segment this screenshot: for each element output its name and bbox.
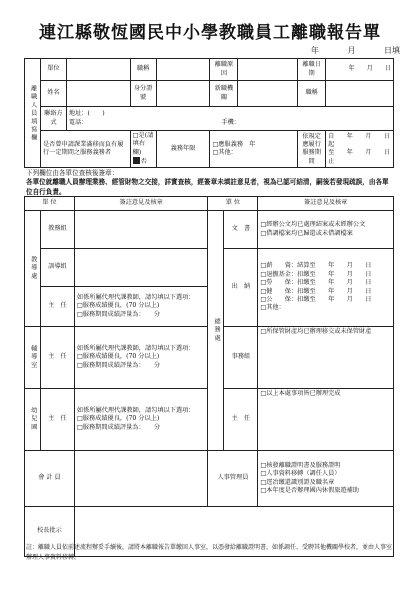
personnel-label: 人事管理員 [208, 451, 258, 507]
reason-field[interactable] [326, 81, 394, 107]
mobile-label: 手機： [221, 118, 240, 126]
note-heading: 下列欄位由各單位查核後簽章： [26, 169, 119, 177]
title-label: 職稱 [130, 59, 156, 81]
counsel-director-options[interactable]: 如係所屬代理代課教師，請勾填以下選項： □服務成績優良，(70 分以上) □服務期間成績評量為： 分 [74, 327, 208, 389]
address-label: 地址：( ) [68, 110, 105, 118]
cashier-options[interactable]: □薪 資：結算至 年 月 日 □退撫基金：扣繳至 年 月 日 □勞 保：扣繳至 年 月 日 □健 保：扣繳至 年 月 日 □公 保：扣繳至 年 月 日 □其他： [258, 249, 394, 327]
unit-field[interactable] [66, 59, 130, 81]
principal-label: 校長批示 [25, 507, 75, 557]
service-obligation-options[interactable] [130, 131, 156, 168]
service-obligation-question: 是否曾申請課業滿移而負有履行一定期間之服務義務者 [40, 131, 130, 168]
new-org-field[interactable] [238, 81, 298, 107]
obligation-yes-option[interactable]: □是(請填右欄) [132, 132, 154, 156]
teaching-group-sign[interactable] [74, 211, 208, 249]
kinder-affairs-options[interactable]: □以上本處事項皆已辦理完成 [258, 389, 394, 451]
teaching-dept-label: 教導處 [25, 211, 41, 327]
form-title: 連江縣敬恆國民中小學教職員工離職報告單 [39, 23, 381, 43]
fill-date-line: 年 月 日填 [310, 46, 400, 55]
leave-date-label: 離職日期 [298, 59, 326, 81]
teaching-director-options[interactable]: 如係所屬代理代課教師，請勾填以下選項： □服務成績優良，(70 分以上) □服務期間成績評量為： 分 [74, 287, 208, 327]
accounting-label: 會 計 員 [25, 451, 75, 507]
note-responsibility: 各單位就離職人員辦理業務、經管財物之交接，詳實查核，經簽章未填註意見者，視為已認可結清，嗣後若發現疏誤，由各單位自行負責。 [26, 178, 389, 197]
obligation-no-option[interactable]: 否 [133, 157, 154, 166]
review-header-unit-right: 單 位 [208, 197, 258, 211]
training-group-sign[interactable] [74, 249, 208, 287]
training-group-label: 訓導組 [40, 249, 74, 287]
cashier-label: 出 納 [224, 249, 258, 327]
fulfill-period-label: 依規定應履行服務期間 [298, 131, 326, 168]
service-years-option[interactable]: □應服義務 年 [212, 140, 256, 148]
review-header-opinion-right: 簽註意見及核章 [258, 197, 394, 211]
contact-label: 聯絡方式 [40, 107, 66, 131]
leave-date-field[interactable]: 年 月 日 [326, 59, 394, 81]
review-header-opinion: 簽註意見及核章 [74, 197, 208, 211]
docs-options[interactable]: □經辦公文均已處理結案或未經辦公文 □借調檔案均已歸還或未借調檔案 [258, 211, 394, 249]
leave-reason-field[interactable] [238, 59, 298, 81]
phone-label: 電話： [68, 118, 88, 126]
title-field[interactable] [156, 59, 210, 81]
fulfill-from: 自 年 月 日起 [328, 132, 390, 148]
footnote: 註：離職人員依前述流程辦妥手續後，請將本離職報告單繳回人事室，以憑發給離職證明書，如係調任、受聘其他機關學校者，並由人事室辦理人事資料移轉。 [26, 544, 393, 561]
reason-label: 職稱 [298, 81, 326, 107]
counsel-dept-label: 輔導室 [25, 327, 41, 389]
accounting-sign[interactable] [74, 451, 208, 507]
id-no-label: 身分證號 [130, 81, 156, 107]
docs-label: 文 書 [224, 211, 258, 249]
kinder-director-options[interactable]: 如係所屬代理代課教師，請勾填以下選項： □服務成績優良，(70 分以上) □服務期間成績評量為： 分 [74, 389, 208, 451]
checked-box-icon [133, 157, 140, 164]
fulfill-to: 至 年 月 日止 [328, 149, 390, 165]
kinder-affairs-label: 主 任 [224, 389, 258, 451]
teaching-group-label: 教務組 [40, 211, 74, 249]
id-no-field[interactable] [156, 81, 210, 107]
service-other-option[interactable]: □其他： [212, 149, 237, 157]
kinder-dept-label: 幼兒園 [25, 389, 41, 451]
personnel-options[interactable]: □核發離職證明書及服務證明 □人事資料移轉（調任人員） □逕冶繳還識別證及職名章 □本年度是否辦理國內休假旅遊補助 [258, 451, 394, 507]
teaching-director-label: 主 任 [40, 287, 74, 327]
kinder-director-label: 主 任 [40, 389, 74, 451]
service-years-options[interactable] [210, 131, 298, 168]
new-org-label: 新職機關 [210, 81, 238, 107]
name-field[interactable] [66, 81, 130, 107]
affairs-options[interactable]: □所保管財產均已辦理移交或未保管財產 [258, 327, 394, 389]
review-table [24, 196, 394, 557]
phone-row [69, 119, 391, 127]
review-header-unit: 單 位 [25, 197, 75, 211]
name-label: 姓名 [40, 81, 66, 107]
contact-field[interactable] [66, 107, 393, 131]
leave-reason-label: 離職原因 [210, 59, 238, 81]
service-years-label: 義務年限 [156, 131, 210, 168]
general-dept-label: 總務處 [208, 211, 224, 451]
applicant-section-label: 離職人員填寫欄 [25, 59, 41, 168]
affairs-label: 事務組 [224, 327, 258, 389]
unit-label: 單位 [40, 59, 66, 81]
counsel-director-label: 主 任 [40, 327, 74, 389]
fulfill-period-field[interactable] [326, 131, 394, 168]
applicant-table [24, 58, 394, 168]
